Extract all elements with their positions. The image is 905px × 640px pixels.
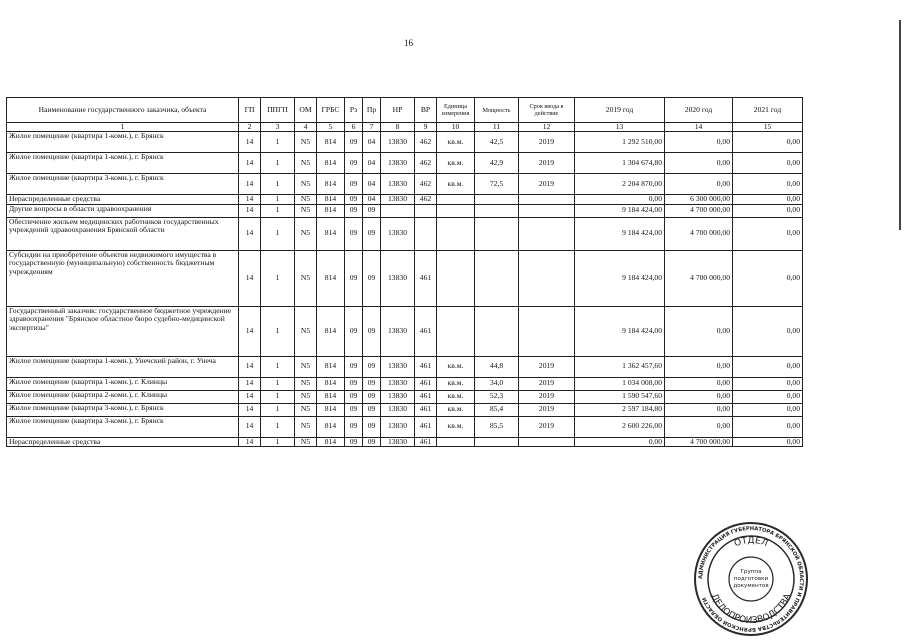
cell-pr: 09 — [363, 217, 381, 250]
column-number: 7 — [363, 123, 381, 132]
cell-y2019: 1 292 510,00 — [575, 132, 665, 153]
cell-y2019: 9 184 424,00 — [575, 306, 665, 356]
column-number: 8 — [381, 123, 415, 132]
column-number: 1 — [7, 123, 239, 132]
stamp-center-line-1: Группа — [740, 569, 762, 575]
cell-power — [475, 250, 519, 306]
row-name-cell: Жилое помещение (квартира 2-комн.), г. Клинцы — [7, 390, 239, 403]
cell-vr: 461 — [415, 437, 437, 447]
row-name-cell: Обеспечение жильем медицинских работников государственных учреждений здравоохранения Брянской области — [7, 217, 239, 250]
cell-y2019: 0,00 — [575, 437, 665, 447]
stamp-bottom-text: ДЕЛОПРОИЗВОДСТВА — [708, 592, 794, 627]
cell-om: N5 — [295, 403, 317, 416]
cell-pr: 09 — [363, 204, 381, 217]
row-name-cell: Жилое помещение (квартира 1-комн.), г. Брянск — [7, 132, 239, 153]
cell-ppgp: 1 — [261, 390, 295, 403]
cell-unit: кв.м. — [437, 403, 475, 416]
column-header: ГП — [239, 98, 261, 123]
column-header: ВР — [415, 98, 437, 123]
column-header: 2019 год — [575, 98, 665, 123]
table-row — [7, 377, 803, 390]
column-number: 5 — [317, 123, 345, 132]
cell-rz: 09 — [345, 153, 363, 174]
cell-gp: 14 — [239, 174, 261, 195]
cell-grbs: 814 — [317, 174, 345, 195]
table-row — [7, 217, 803, 250]
column-header: Рз — [345, 98, 363, 123]
cell-y2020: 0,00 — [665, 174, 733, 195]
cell-om: N5 — [295, 204, 317, 217]
cell-grbs: 814 — [317, 356, 345, 377]
cell-pr: 09 — [363, 390, 381, 403]
cell-term: 2019 — [519, 132, 575, 153]
cell-nr: 13830 — [381, 306, 415, 356]
cell-om: N5 — [295, 217, 317, 250]
cell-rz: 09 — [345, 437, 363, 447]
page-number: 16 — [404, 38, 413, 48]
cell-ppgp: 1 — [261, 217, 295, 250]
cell-ppgp: 1 — [261, 416, 295, 437]
cell-y2021: 0,00 — [733, 132, 803, 153]
cell-power: 34,0 — [475, 377, 519, 390]
cell-y2019: 1 034 008,00 — [575, 377, 665, 390]
cell-gp: 14 — [239, 403, 261, 416]
cell-rz: 09 — [345, 403, 363, 416]
cell-y2020: 0,00 — [665, 132, 733, 153]
cell-y2020: 0,00 — [665, 416, 733, 437]
column-number: 2 — [239, 123, 261, 132]
cell-rz: 09 — [345, 416, 363, 437]
column-header: Наименование государственного заказчика, объекта — [7, 98, 239, 123]
row-name-cell: Другие вопросы в области здравоохранения — [7, 204, 239, 217]
column-number: 11 — [475, 123, 519, 132]
cell-unit: кв.м. — [437, 377, 475, 390]
cell-power — [475, 437, 519, 447]
table-row — [7, 250, 803, 306]
cell-pr: 09 — [363, 356, 381, 377]
cell-om: N5 — [295, 306, 317, 356]
cell-power — [475, 306, 519, 356]
cell-y2021: 0,00 — [733, 437, 803, 447]
cell-vr: 462 — [415, 195, 437, 205]
cell-unit — [437, 204, 475, 217]
cell-y2020: 0,00 — [665, 306, 733, 356]
cell-pr: 04 — [363, 153, 381, 174]
cell-vr: 461 — [415, 390, 437, 403]
cell-ppgp: 1 — [261, 132, 295, 153]
cell-ppgp: 1 — [261, 204, 295, 217]
column-header: Срок ввода в действие — [519, 98, 575, 123]
cell-ppgp: 1 — [261, 174, 295, 195]
cell-gp: 14 — [239, 195, 261, 205]
row-name-cell: Жилое помещение (квартира 3-комн.), г. Брянск — [7, 174, 239, 195]
cell-y2021: 0,00 — [733, 174, 803, 195]
cell-unit — [437, 306, 475, 356]
cell-gp: 14 — [239, 306, 261, 356]
column-number: 13 — [575, 123, 665, 132]
column-header: НР — [381, 98, 415, 123]
cell-grbs: 814 — [317, 250, 345, 306]
cell-unit — [437, 217, 475, 250]
cell-rz: 09 — [345, 390, 363, 403]
cell-ppgp: 1 — [261, 195, 295, 205]
cell-power: 85,5 — [475, 416, 519, 437]
cell-gp: 14 — [239, 132, 261, 153]
cell-nr: 13830 — [381, 153, 415, 174]
cell-term: 2019 — [519, 153, 575, 174]
cell-power: 85,4 — [475, 403, 519, 416]
cell-term — [519, 250, 575, 306]
row-name-cell: Жилое помещение (квартира 1-комн.), г. Клинцы — [7, 377, 239, 390]
cell-grbs: 814 — [317, 390, 345, 403]
cell-power: 72,5 — [475, 174, 519, 195]
cell-y2019: 2 204 870,00 — [575, 174, 665, 195]
cell-nr: 13830 — [381, 403, 415, 416]
cell-term — [519, 204, 575, 217]
cell-gp: 14 — [239, 390, 261, 403]
column-header: ГРБС — [317, 98, 345, 123]
cell-grbs: 814 — [317, 306, 345, 356]
cell-power — [475, 195, 519, 205]
cell-nr: 13830 — [381, 390, 415, 403]
cell-term — [519, 306, 575, 356]
cell-om: N5 — [295, 153, 317, 174]
column-number: 6 — [345, 123, 363, 132]
cell-vr: 462 — [415, 132, 437, 153]
cell-y2021: 0,00 — [733, 306, 803, 356]
cell-ppgp: 1 — [261, 306, 295, 356]
cell-om: N5 — [295, 377, 317, 390]
cell-power — [475, 204, 519, 217]
row-name-cell: Субсидии на приобретение объектов недвижимого имущества в государственную (муниципальную) собственность бюджетным учреждениям — [7, 250, 239, 306]
cell-nr: 13830 — [381, 195, 415, 205]
cell-unit: кв.м. — [437, 132, 475, 153]
cell-pr: 09 — [363, 306, 381, 356]
stamp-ring-text: АДМИНИСТРАЦИЯ ГУБЕРНАТОРА БРЯНСКОЙ ОБЛАСТИ И ПРАВИТЕЛЬСТВА БРЯНСКОЙ ОБЛАСТИ — [697, 525, 805, 633]
table-row — [7, 416, 803, 437]
cell-ppgp: 1 — [261, 437, 295, 447]
cell-grbs: 814 — [317, 217, 345, 250]
cell-y2020: 6 300 000,00 — [665, 195, 733, 205]
cell-power: 52,3 — [475, 390, 519, 403]
cell-rz: 09 — [345, 204, 363, 217]
cell-om: N5 — [295, 250, 317, 306]
table-row — [7, 132, 803, 153]
cell-y2021: 0,00 — [733, 204, 803, 217]
cell-nr: 13830 — [381, 377, 415, 390]
cell-pr: 04 — [363, 132, 381, 153]
cell-gp: 14 — [239, 377, 261, 390]
cell-y2019: 1 590 547,60 — [575, 390, 665, 403]
cell-y2021: 0,00 — [733, 153, 803, 174]
row-name-cell: Нераспределенные средства — [7, 437, 239, 447]
cell-rz: 09 — [345, 217, 363, 250]
cell-y2021: 0,00 — [733, 217, 803, 250]
cell-y2019: 2 600 226,00 — [575, 416, 665, 437]
cell-y2020: 4 700 000,00 — [665, 250, 733, 306]
table-row — [7, 153, 803, 174]
cell-gp: 14 — [239, 250, 261, 306]
cell-ppgp: 1 — [261, 153, 295, 174]
cell-pr: 09 — [363, 377, 381, 390]
cell-term: 2019 — [519, 403, 575, 416]
cell-unit — [437, 250, 475, 306]
cell-y2019: 1 362 457,60 — [575, 356, 665, 377]
cell-om: N5 — [295, 437, 317, 447]
table-body — [7, 132, 803, 447]
cell-vr — [415, 217, 437, 250]
cell-rz: 09 — [345, 250, 363, 306]
column-number-row — [7, 123, 803, 132]
cell-y2020: 4 700 000,00 — [665, 217, 733, 250]
column-header: 2020 год — [665, 98, 733, 123]
cell-nr: 13830 — [381, 132, 415, 153]
table-row — [7, 195, 803, 205]
table-row — [7, 204, 803, 217]
cell-vr — [415, 204, 437, 217]
table-row — [7, 356, 803, 377]
cell-y2021: 0,00 — [733, 390, 803, 403]
cell-nr — [381, 204, 415, 217]
cell-gp: 14 — [239, 437, 261, 447]
cell-term: 2019 — [519, 416, 575, 437]
cell-term — [519, 217, 575, 250]
cell-term — [519, 195, 575, 205]
cell-y2021: 0,00 — [733, 416, 803, 437]
cell-om: N5 — [295, 356, 317, 377]
cell-term — [519, 437, 575, 447]
cell-grbs: 814 — [317, 416, 345, 437]
cell-ppgp: 1 — [261, 356, 295, 377]
cell-vr: 461 — [415, 416, 437, 437]
cell-nr: 13830 — [381, 416, 415, 437]
cell-y2019: 2 597 184,80 — [575, 403, 665, 416]
cell-grbs: 814 — [317, 437, 345, 447]
cell-grbs: 814 — [317, 195, 345, 205]
cell-y2019: 9 184 424,00 — [575, 217, 665, 250]
cell-vr: 462 — [415, 153, 437, 174]
row-name-cell: Жилое помещение (квартира 3-комн.), г. Брянск — [7, 403, 239, 416]
cell-term: 2019 — [519, 377, 575, 390]
cell-y2020: 4 700 000,00 — [665, 204, 733, 217]
cell-unit: кв.м. — [437, 356, 475, 377]
row-name-cell: Жилое помещение (квартира 3-комн.), г. Брянск — [7, 416, 239, 437]
cell-vr: 461 — [415, 377, 437, 390]
cell-om: N5 — [295, 174, 317, 195]
cell-unit: кв.м. — [437, 416, 475, 437]
cell-y2019: 1 304 674,80 — [575, 153, 665, 174]
cell-unit: кв.м. — [437, 153, 475, 174]
column-header: ОМ — [295, 98, 317, 123]
cell-vr: 461 — [415, 250, 437, 306]
cell-om: N5 — [295, 132, 317, 153]
table-row — [7, 437, 803, 447]
column-header: ППГП — [261, 98, 295, 123]
cell-unit — [437, 437, 475, 447]
stamp-center-line-2: подготовки — [733, 576, 769, 582]
cell-y2020: 0,00 — [665, 390, 733, 403]
cell-nr: 13830 — [381, 217, 415, 250]
cell-rz: 09 — [345, 132, 363, 153]
cell-nr: 13830 — [381, 250, 415, 306]
official-stamp — [693, 521, 809, 637]
cell-grbs: 814 — [317, 132, 345, 153]
cell-y2021: 0,00 — [733, 356, 803, 377]
stamp-center-line-3: документов — [733, 583, 769, 589]
header-row — [7, 98, 803, 123]
row-name-cell: Жилое помещение (квартира 1-комн.), г. Брянск — [7, 153, 239, 174]
cell-pr: 09 — [363, 416, 381, 437]
cell-nr: 13830 — [381, 356, 415, 377]
cell-y2021: 0,00 — [733, 250, 803, 306]
cell-power — [475, 217, 519, 250]
column-number: 12 — [519, 123, 575, 132]
table-row — [7, 306, 803, 356]
cell-grbs: 814 — [317, 377, 345, 390]
cell-term: 2019 — [519, 390, 575, 403]
cell-y2019: 9 184 424,00 — [575, 250, 665, 306]
cell-y2020: 0,00 — [665, 153, 733, 174]
cell-y2021: 0,00 — [733, 377, 803, 390]
cell-ppgp: 1 — [261, 377, 295, 390]
stamp-top-text: ОТДЕЛ — [733, 535, 769, 550]
column-header: Пр — [363, 98, 381, 123]
cell-gp: 14 — [239, 153, 261, 174]
cell-om: N5 — [295, 416, 317, 437]
row-name-cell: Нераспределенные средства — [7, 195, 239, 205]
cell-om: N5 — [295, 390, 317, 403]
cell-grbs: 814 — [317, 204, 345, 217]
column-header: 2021 год — [733, 98, 803, 123]
cell-pr: 09 — [363, 437, 381, 447]
cell-y2019: 9 184 424,00 — [575, 204, 665, 217]
cell-gp: 14 — [239, 356, 261, 377]
cell-unit: кв.м. — [437, 174, 475, 195]
cell-vr: 461 — [415, 306, 437, 356]
row-name-cell: Жилое помещение (квартира 1-комн.), Унечский район, г. Унеча — [7, 356, 239, 377]
cell-grbs: 814 — [317, 153, 345, 174]
cell-rz: 09 — [345, 174, 363, 195]
column-number: 15 — [733, 123, 803, 132]
cell-pr: 09 — [363, 250, 381, 306]
cell-gp: 14 — [239, 204, 261, 217]
cell-power: 42,9 — [475, 153, 519, 174]
cell-gp: 14 — [239, 416, 261, 437]
cell-vr: 461 — [415, 403, 437, 416]
cell-nr: 13830 — [381, 437, 415, 447]
cell-power: 42,5 — [475, 132, 519, 153]
cell-rz: 09 — [345, 377, 363, 390]
cell-nr: 13830 — [381, 174, 415, 195]
cell-term: 2019 — [519, 356, 575, 377]
column-number: 9 — [415, 123, 437, 132]
cell-om: N5 — [295, 195, 317, 205]
cell-rz: 09 — [345, 195, 363, 205]
cell-term: 2019 — [519, 174, 575, 195]
cell-ppgp: 1 — [261, 250, 295, 306]
page-edge-mark — [899, 20, 901, 230]
cell-y2020: 0,00 — [665, 377, 733, 390]
cell-vr: 462 — [415, 174, 437, 195]
table-row — [7, 403, 803, 416]
table-row — [7, 390, 803, 403]
column-number: 14 — [665, 123, 733, 132]
column-number: 3 — [261, 123, 295, 132]
cell-y2020: 0,00 — [665, 403, 733, 416]
column-header: Мощность — [475, 98, 519, 123]
column-header: Единица измерения — [437, 98, 475, 123]
cell-power: 44,8 — [475, 356, 519, 377]
cell-unit: кв.м. — [437, 390, 475, 403]
column-number: 10 — [437, 123, 475, 132]
row-name-cell: Государственный заказчик: государственное бюджетное учреждение здравоохранения "Брянское областное бюро судебно-медицинской экспертизы" — [7, 306, 239, 356]
cell-y2021: 0,00 — [733, 195, 803, 205]
cell-grbs: 814 — [317, 403, 345, 416]
cell-gp: 14 — [239, 217, 261, 250]
cell-y2019: 0,00 — [575, 195, 665, 205]
table-row — [7, 174, 803, 195]
cell-rz: 09 — [345, 306, 363, 356]
svg-text:ОТДЕЛ — [733, 536, 769, 549]
column-number: 4 — [295, 123, 317, 132]
cell-y2021: 0,00 — [733, 403, 803, 416]
cell-y2020: 0,00 — [665, 356, 733, 377]
budget-table — [6, 97, 803, 447]
cell-pr: 04 — [363, 174, 381, 195]
cell-ppgp: 1 — [261, 403, 295, 416]
cell-pr: 09 — [363, 403, 381, 416]
cell-y2020: 4 700 000,00 — [665, 437, 733, 447]
cell-pr: 04 — [363, 195, 381, 205]
cell-rz: 09 — [345, 356, 363, 377]
cell-vr: 461 — [415, 356, 437, 377]
cell-unit — [437, 195, 475, 205]
